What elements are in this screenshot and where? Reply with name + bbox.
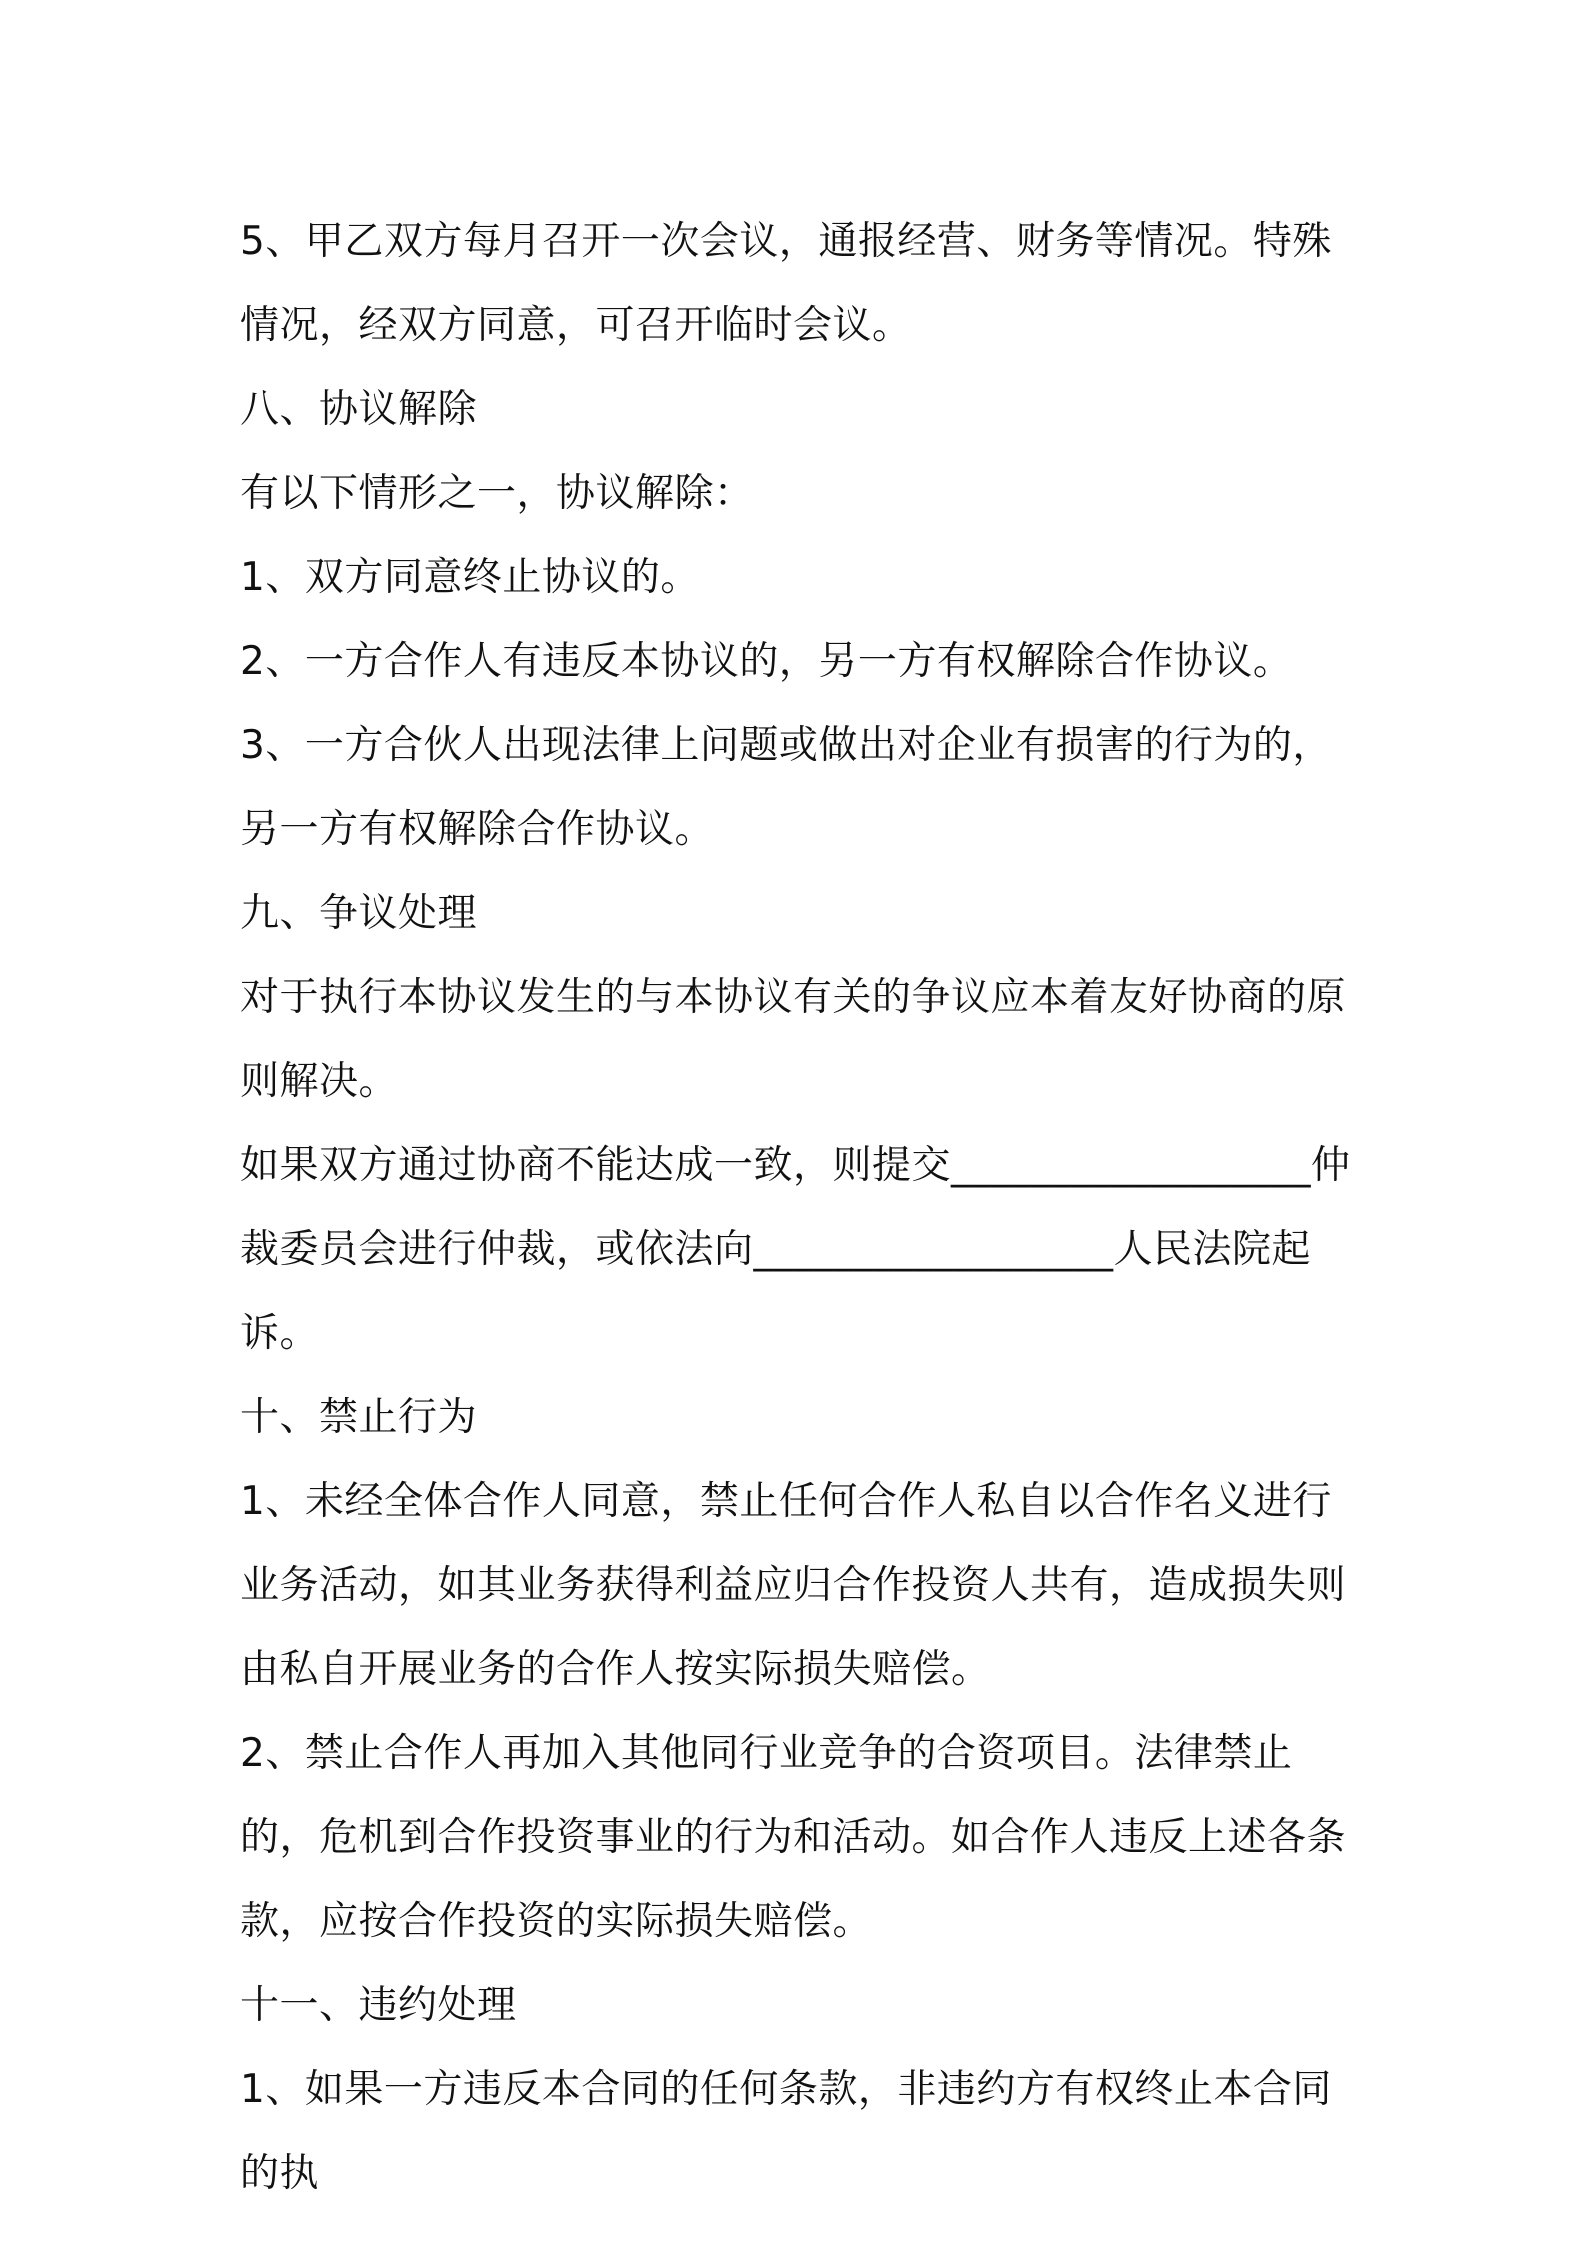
prohibited-item-2: 2、禁止合作人再加入其他同行业竞争的合资项目。法律禁止的，危机到合作投资事业的行为和活动。如合作人违反上述各条款，应按合作投资的实际损失赔偿。 (240, 1731, 1347, 1944)
document-body (240, 200, 1360, 2216)
breach-item-1: 1、如果一方违反本合同的任何条款，非违约方有权终止本合同的执 (240, 2067, 1332, 2196)
section-heading-dispute: 九、争议处理 (240, 891, 478, 936)
termination-item-2: 2、一方合作人有违反本协议的，另一方有权解除合作协议。 (240, 639, 1293, 684)
section-heading-breach: 十一、违约处理 (240, 1983, 517, 2028)
section-heading-prohibited: 十、禁止行为 (240, 1395, 478, 1440)
termination-item-3: 3、一方合伙人出现法律上问题或做出对企业有损害的行为的，另一方有权解除合作协议。 (240, 723, 1332, 852)
termination-item-1: 1、双方同意终止协议的。 (240, 555, 700, 600)
dispute-arbitration: 如果双方通过协商不能达成一致，则提交__________________仲裁委员会进行仲裁，或依法向__________________人民法院起诉。 (240, 1143, 1351, 1356)
clause-5-monthly-meeting: 5、甲乙双方每月召开一次会议，通报经营、财务等情况。特殊情况，经双方同意，可召开临时会议。 (240, 219, 1332, 348)
dispute-principle: 对于执行本协议发生的与本协议有关的争议应本着友好协商的原则解决。 (240, 975, 1347, 1104)
prohibited-item-1: 1、未经全体合作人同意，禁止任何合作人私自以合作名义进行业务活动，如其业务获得利益应归合作投资人共有，造成损失则由私自开展业务的合作人按实际损失赔偿。 (240, 1479, 1347, 1692)
termination-intro: 有以下情形之一，协议解除： (240, 471, 754, 516)
section-heading-termination: 八、协议解除 (240, 387, 478, 432)
